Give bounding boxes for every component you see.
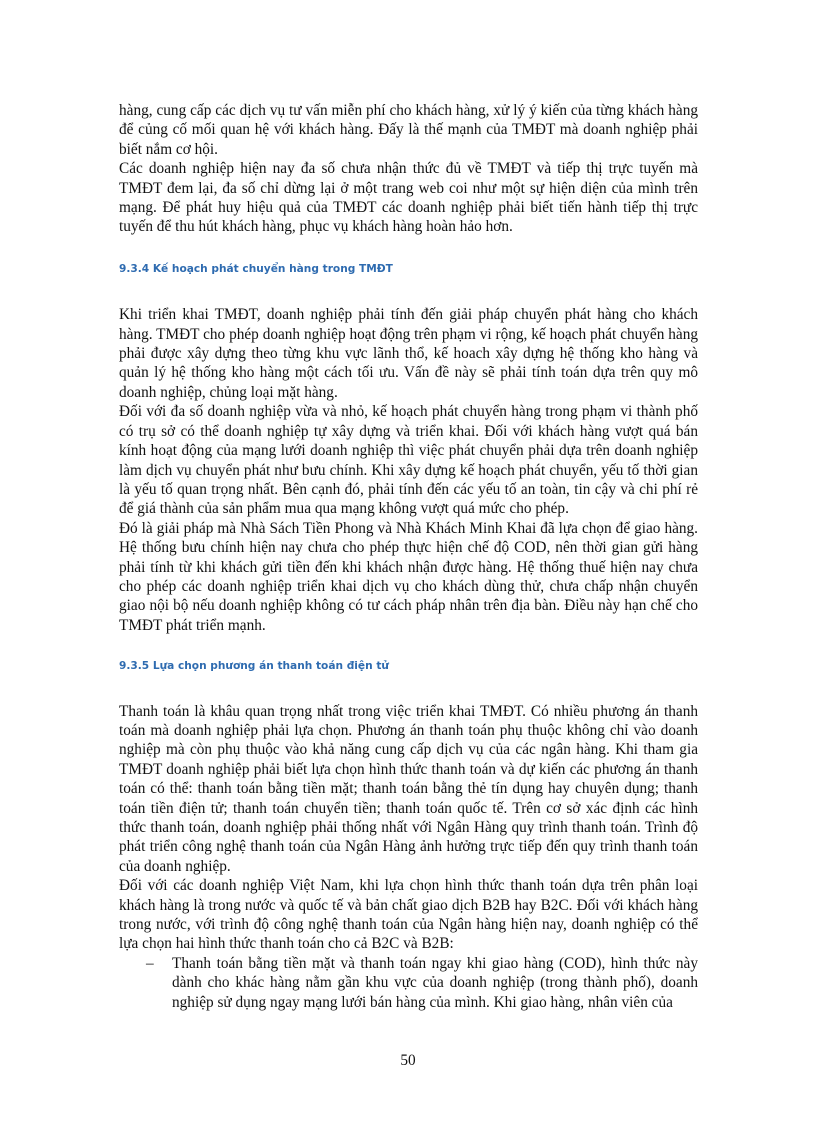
intro-paragraph-2: Các doanh nghiệp hiện nay đa số chưa nhận thức đủ về TMĐT và tiếp thị trực tuyến mà TMĐT đem lại, đa số chỉ dừng lại ở một trang web coi như một sự hiện diện của mình trên mạng. Để phát huy hiệu quả của TMĐT các doanh nghiệp phải biết tiến hành tiếp thị trực tuyến để thu hút khách hàng, phục vụ khách hàng hoàn hảo hơn. <box>119 160 698 236</box>
document-page <box>119 101 698 1012</box>
section-934-paragraph-1: Khi triển khai TMĐT, doanh nghiệp phải tính đến giải pháp chuyển phát hàng cho khách hàng. TMĐT cho phép doanh nghiệp hoạt động trên phạm vi rộng, kế hoạch phát chuyển hàng phải được xây dựng theo từng khu vực lãnh thổ, kế hoach xây dựng hệ thống kho hàng và quản lý hệ thống kho hàng một cách tối ưu. Vấn đề này sẽ phải tính toán dựa trên quy mô doanh nghiệp, chủng loại mặt hàng. <box>119 306 698 401</box>
section-935-paragraph-1: Thanh toán là khâu quan trọng nhất trong việc triển khai TMĐT. Có nhiều phương án thanh toán mà doanh nghiệp phải lựa chọn. Phương án thanh toán phụ thuộc không chỉ vào doanh nghiệp mà còn phụ thuộc vào khả năng cung cấp dịch vụ của các ngân hàng. Khi tham gia TMĐT doanh nghiệp phải biết lựa chọn hình thức thanh toán và dự kiến các phương án thanh toán có thể: thanh toán bằng tiền mặt; thanh toán bằng thẻ tín dụng hay chuyên dụng; thanh toán tiền điện tử; thanh toán chuyển tiền; thanh toán quốc tế. Trên cơ sở xác định các hình thức thanh toán, doanh nghiệp phải thống nhất với Ngân Hàng quy trình thanh toán. Trình độ phát triển công nghệ thanh toán của Ngân Hàng ảnh hưởng trực tiếp đến quy trình thanh toán của doanh nghiệp. <box>119 702 698 875</box>
section-935-paragraph-2: Đối với các doanh nghiệp Việt Nam, khi lựa chọn hình thức thanh toán dựa trên phân loại khách hàng là trong nước và quốc tế và bản chất giao dịch B2B hay B2C. Đối với khách hàng trong nước, với trình độ công nghệ thanh toán của Ngân hàng hiện nay, doanh nghiệp có thể lựa chọn hai hình thức thanh toán cho cả B2C và B2B: <box>119 877 698 953</box>
section-heading-9-3-4: 9.3.4 Kế hoạch phát chuyển hàng trong TMĐT <box>119 262 393 275</box>
intro-paragraph-1: hàng, cung cấp các dịch vụ tư vấn miễn phí cho khách hàng, xử lý ý kiến của từng khách hàng để củng cố mối quan hệ với khách hàng. Đấy là thế mạnh của TMĐT mà doanh nghiệp phải biết nắm cơ hội. <box>119 102 698 158</box>
section-heading-9-3-5: 9.3.5 Lựa chọn phương án thanh toán điện tử <box>119 660 389 673</box>
section-934-paragraph-3: Đó là giải pháp mà Nhà Sách Tiền Phong và Nhà Khách Minh Khai đã lựa chọn để giao hàng. Hệ thống bưu chính hiện nay chưa cho phép thực hiện chế độ COD, nên thời gian gửi hàng phải tính từ khi khách gửi tiền đến khi khách nhận được hàng. Hệ thống thuế hiện nay chưa cho phép các doanh nghiệp triển khai dịch vụ cho khách dùng thử, chưa chấp nhận chuyển giao nội bộ nếu doanh nghiệp không có tư cách pháp nhân trên địa bàn. Điều này hạn chế cho TMĐT phát triển mạnh. <box>119 519 698 634</box>
bullet-marker: – <box>146 954 154 972</box>
page-number: 50 <box>400 1052 416 1069</box>
list-item <box>119 954 698 1012</box>
section-934-paragraph-2: Đối với đa số doanh nghiệp vừa và nhỏ, kế hoạch phát chuyển hàng trong phạm vi thành phố có trụ sở có thể doanh nghiệp tự xây dựng và triển khai. Đối với khách hàng vượt quá bán kính hoạt động của mạng lưới doanh nghiệp thì việc phát chuyển phải dựa trên doanh nghiệp làm dịch vụ chuyển phát như bưu chính. Khi xây dựng kế hoạch phát chuyển, yếu tố thời gian là yếu tố quan trọng nhất. Bên cạnh đó, phải tính đến các yếu tố an toàn, tin cậy và chi phí rẻ để giá thành của sản phẩm mua qua mạng không vượt quá mức cho phép. <box>119 403 698 518</box>
bullet-text: Thanh toán bằng tiền mặt và thanh toán ngay khi giao hàng (COD), hình thức này dành cho khác hàng nằm gần khu vực của doanh nghiệp (trong thành phố), doanh nghiệp sử dụng ngay mạng lưới bán hàng của mình. Khi giao hàng, nhân viên của <box>172 954 698 1011</box>
